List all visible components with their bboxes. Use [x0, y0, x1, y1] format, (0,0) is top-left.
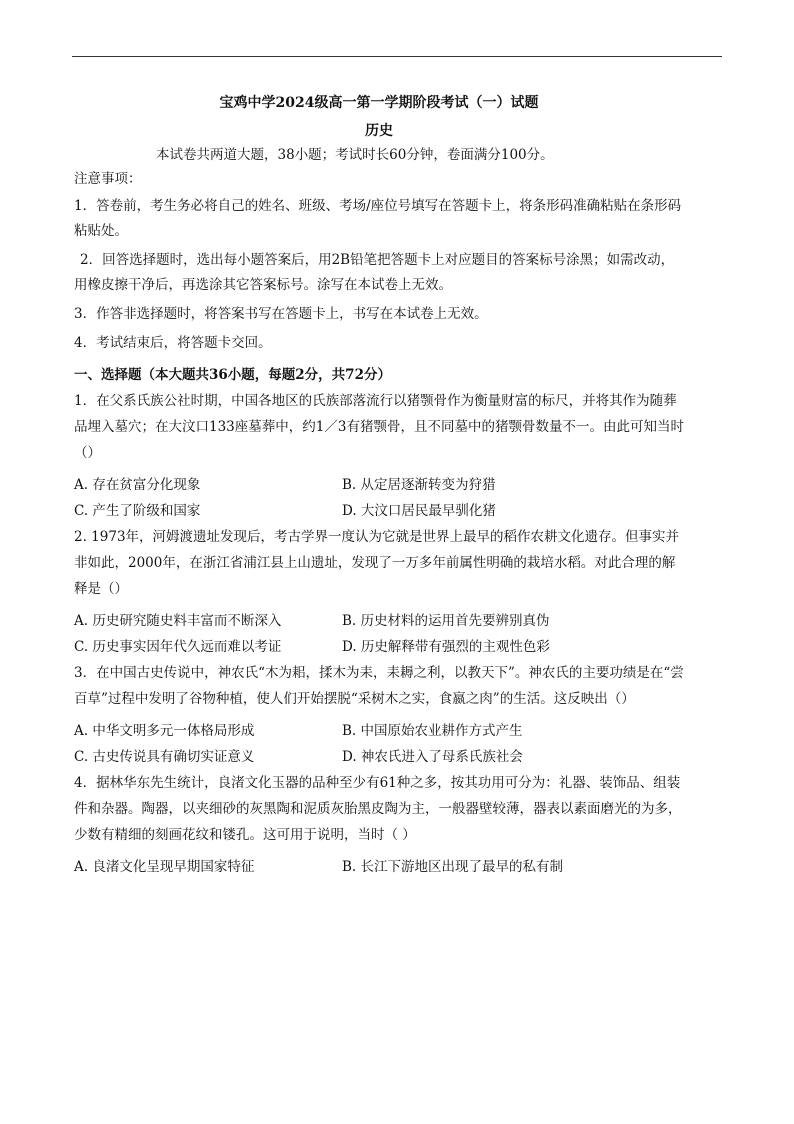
- option-b: B. 中国原始农业耕作方式产生: [342, 723, 523, 739]
- option-a: A. 中华文明多元一体格局形成: [74, 723, 255, 739]
- question-stem: 3．在中国古史传说中，神农氏“木为耜，揉木为耒，耒耨之利，以教天下”。神农氏的主要功绩是在“尝百草”过程中发明了谷物种植，使人们开始摆脱“采树木之实，食嬴之肉”的生活。这反映出（）: [74, 665, 684, 707]
- question-1: [74, 388, 684, 522]
- notice-heading: 注意事项：: [74, 171, 142, 187]
- header-rule: [72, 56, 722, 57]
- option-b: B. 从定居逐渐转变为狩猎: [342, 477, 496, 493]
- option-c: C. 古史传说具有确切实证意义: [74, 749, 255, 765]
- option-b: B. 历史材料的运用首先要辨别真伪: [342, 613, 550, 629]
- notice-item-2: 2．回答选择题时，选出每小题答案后，用2B铅笔把答题卡上对应题目的答案标号涂黑；如需改动，用橡皮擦干净后，再选涂其它答案标号。涂写在本试卷上无效。: [74, 252, 675, 293]
- question-3: [74, 660, 684, 768]
- question-options: [74, 610, 684, 658]
- option-c: C. 历史事实因年代久远而难以考证: [74, 639, 282, 655]
- notice-item-3: 3．作答非选择题时，将答案书写在答题卡上，书写在本试卷上无效。: [74, 306, 488, 322]
- exam-subject: 历史: [365, 123, 393, 139]
- option-d: D. 神农氏进入了母系氏族社会: [342, 749, 523, 765]
- notice-item-4: 4．考试结束后，将答题卡交回。: [74, 335, 272, 351]
- option-d: D. 大汶口居民最早驯化猪: [342, 503, 496, 519]
- question-4: [74, 770, 684, 878]
- question-stem: 2. 1973年，河姆渡遗址发现后，考古学界一度认为它就是世界上最早的稻作农耕文化遗存。但事实并非如此，2000年，在浙江省浦江县上山遗址，发现了一万多年前属性明确的栽培水稻。对此合理的解释是（）: [74, 529, 680, 597]
- exam-intro: 本试卷共两道大题，38小题；考试时长60分钟，卷面满分100分。: [156, 147, 554, 163]
- question-2: [74, 524, 684, 658]
- option-c: C. 产生了阶级和国家: [74, 503, 201, 519]
- exam-page: [74, 92, 684, 880]
- question-options: [74, 720, 684, 768]
- question-options: [74, 474, 684, 522]
- section-heading: 一、选择题（本大题共36小题，每题2分，共72分）: [74, 367, 391, 383]
- question-stem: 1．在父系氏族公社时期，中国各地区的氏族部落流行以猪颚骨作为衡量财富的标尺，并将其作为随葬品埋入墓穴；在大汶口133座墓葬中，约1／3有猪颚骨，且不同墓中的猪颚骨数量不一。由此可知当时（）: [74, 393, 684, 461]
- question-stem: 4．据林华东先生统计，良渚文化玉器的品种至少有61种之多，按其功用可分为：礼器、装饰品、组装件和杂器。陶器，以夹细砂的灰黑陶和泥质灰胎黑皮陶为主，一般器壁较薄，器表以素面磨光的为多，少数有精细的刻画花纹和镂孔。这可用于说明，当时（ ）: [74, 775, 682, 843]
- option-a: A. 历史研究随史料丰富而不断深入: [74, 613, 282, 629]
- notice-item-1: 1．答卷前，考生务必将自己的姓名、班级、考场/座位号填写在答题卡上，将条形码准确粘贴在条形码粘贴处。: [74, 198, 682, 239]
- option-b: B. 长江下游地区出现了最早的私有制: [342, 859, 564, 875]
- question-options: [74, 856, 684, 878]
- option-d: D. 历史解释带有强烈的主观性色彩: [342, 639, 550, 655]
- option-a: A. 存在贫富分化现象: [74, 477, 201, 493]
- option-a: A. 良渚文化呈现早期国家特征: [74, 859, 255, 875]
- exam-title: 宝鸡中学2024级高一第一学期阶段考试（一）试题: [219, 95, 539, 111]
